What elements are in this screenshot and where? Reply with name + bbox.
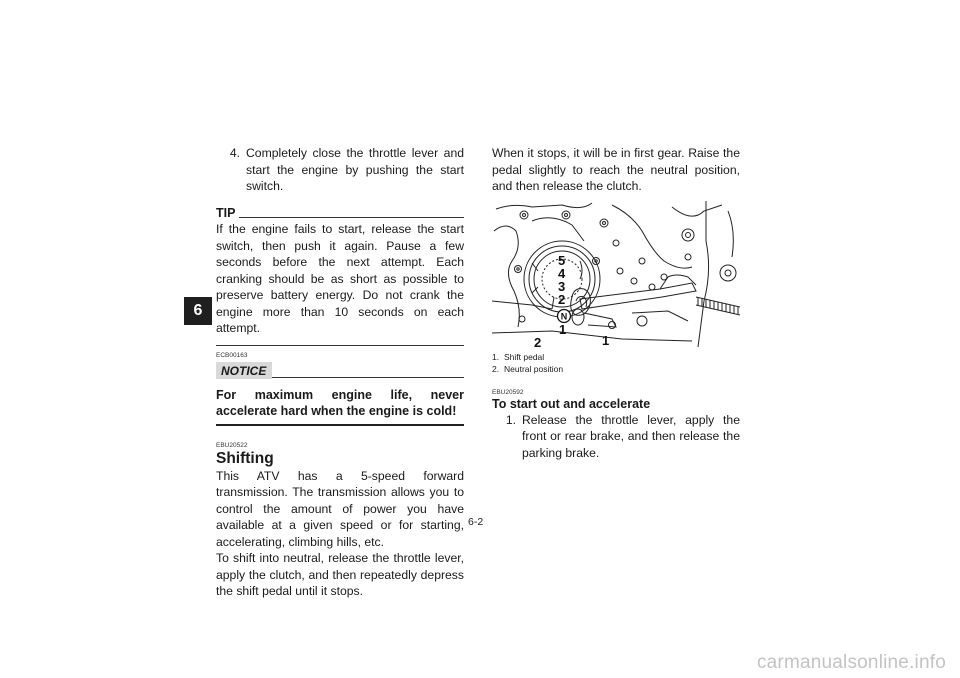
start-heading: To start out and accelerate bbox=[492, 396, 651, 411]
caption-text: Shift pedal bbox=[504, 351, 545, 362]
notice-text: For maximum engine life, never accelerate hard when the engine is cold! bbox=[216, 387, 464, 418]
caption-2 bbox=[492, 363, 740, 375]
figure-captions bbox=[492, 351, 740, 375]
shifting-para-1: This ATV has a 5-speed forward transmission. The transmission allows you to control the amount of power you have available at a given speed or for starting, accelerating, climbing hills, etc. bbox=[216, 468, 464, 549]
gear-label-5: 5 bbox=[558, 252, 566, 268]
right-column bbox=[492, 145, 740, 461]
step-text: Release the throttle lever, apply the front or rear brake, and then release the parking brake. bbox=[522, 412, 740, 460]
shift-pedal-illustration bbox=[492, 201, 740, 347]
step-4 bbox=[216, 145, 464, 195]
left-column bbox=[216, 145, 464, 600]
notice-header bbox=[216, 362, 464, 379]
watermark: carmanualsonline.info bbox=[756, 652, 946, 673]
notice-code: ECB00163 bbox=[216, 351, 248, 359]
shifting-heading: Shifting bbox=[216, 449, 274, 467]
tip-text: If the engine fails to start, release the start switch, then push it again. Pause a few seconds before the next attempt. Each cranking should be as short as possible to preserve battery energy. Do not crank the engine more than 10 seconds on each attempt. bbox=[216, 222, 464, 335]
step-text: Completely close the throttle lever and start the engine by pushing the start switch. bbox=[246, 146, 464, 193]
caption-number: 1. bbox=[492, 351, 500, 362]
start-code: EBU20592 bbox=[492, 388, 524, 396]
intro-text: When it stops, it will be in first gear. Raise the pedal slightly to reach the neutral position, and then release the clutch. bbox=[492, 146, 740, 193]
gear-label-2: 2 bbox=[558, 291, 566, 307]
tip-label: TIP bbox=[216, 205, 236, 220]
step-number: 1. bbox=[505, 412, 516, 427]
tip-rule bbox=[239, 217, 464, 218]
callout-2: 2 bbox=[534, 334, 542, 347]
tip-header bbox=[216, 205, 464, 222]
page-number: 6-2 bbox=[468, 516, 484, 528]
gear-label-n: N bbox=[560, 311, 568, 321]
step-number: 4. bbox=[229, 146, 240, 160]
gear-label-1: 1 bbox=[559, 321, 567, 337]
gear-label-4: 4 bbox=[558, 265, 566, 281]
shifting-code: EBU20522 bbox=[216, 441, 248, 449]
section-tab: 6 bbox=[184, 297, 212, 325]
caption-text: Neutral position bbox=[504, 363, 564, 374]
caption-number: 2. bbox=[492, 363, 500, 374]
caption-1 bbox=[492, 351, 740, 363]
notice-end-rule bbox=[216, 424, 464, 426]
gear-label-3: 3 bbox=[558, 278, 566, 294]
start-step-1 bbox=[492, 412, 740, 462]
notice-rule bbox=[272, 377, 464, 378]
tip-end-rule bbox=[216, 345, 464, 346]
notice-badge: NOTICE bbox=[216, 362, 272, 379]
shifting-para-2: To shift into neutral, release the throttle lever, apply the clutch, and then repeatedly depress the shift pedal until it stops. bbox=[216, 551, 464, 598]
callout-1: 1 bbox=[602, 332, 610, 347]
